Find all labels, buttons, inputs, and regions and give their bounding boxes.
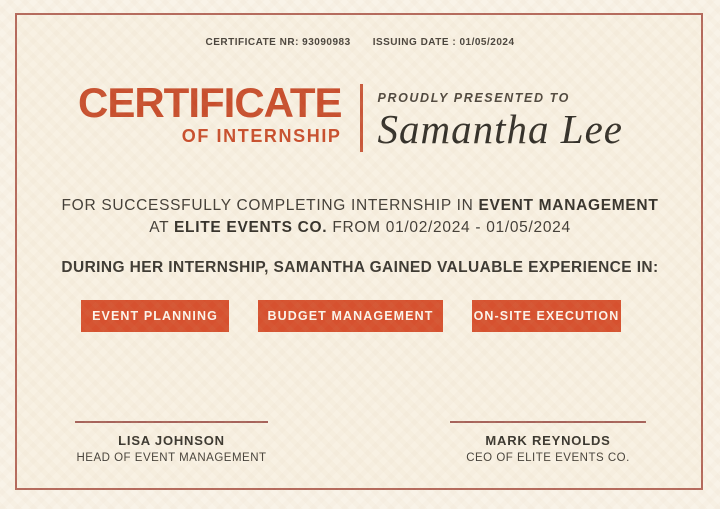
certificate-header (78, 79, 623, 152)
recipient-block (378, 82, 623, 150)
statement-line2-pre: AT (149, 219, 169, 236)
signature-line (75, 421, 268, 423)
presented-to-label: PROUDLY PRESENTED TO (377, 91, 570, 105)
certificate-title: CERTIFICATE (78, 79, 342, 126)
experience-heading: DURING HER INTERNSHIP, SAMANTHA GAINED VALUABLE EXPERIENCE IN: (61, 259, 659, 276)
signer-name: LISA JOHNSON (118, 433, 225, 448)
signer-title: CEO OF ELITE EVENTS CO. (466, 452, 630, 464)
statement-line2-bold: ELITE EVENTS CO. (174, 219, 328, 236)
statement-line1-text: FOR SUCCESSFULLY COMPLETING INTERNSHIP IN (61, 197, 474, 214)
title-block (78, 79, 342, 147)
issuing-date: ISSUING DATE : 01/05/2024 (372, 37, 515, 48)
badge-budget-management: BUDGET MANAGEMENT (258, 300, 443, 332)
certificate-number: CERTIFICATE NR: 93090983 (205, 37, 351, 48)
certificate-subtitle: OF INTERNSHIP (181, 126, 342, 146)
vertical-divider (360, 84, 363, 152)
signer-title: HEAD OF EVENT MANAGEMENT (76, 452, 267, 464)
certificate-meta (0, 37, 720, 48)
completion-statement (0, 195, 720, 239)
signer-name: MARK REYNOLDS (485, 433, 611, 448)
experience-badges (81, 300, 621, 332)
signature-line (450, 421, 646, 423)
badge-event-planning: EVENT PLANNING (81, 300, 229, 332)
signature-block-left (75, 421, 268, 464)
badge-on-site-execution: ON-SITE EXECUTION (472, 300, 621, 332)
statement-line2-post: FROM 01/02/2024 - 01/05/2024 (332, 219, 571, 236)
statement-line1-bold: EVENT MANAGEMENT (478, 197, 659, 214)
signature-block-right (450, 421, 646, 464)
recipient-name: Samantha Lee (377, 106, 623, 152)
